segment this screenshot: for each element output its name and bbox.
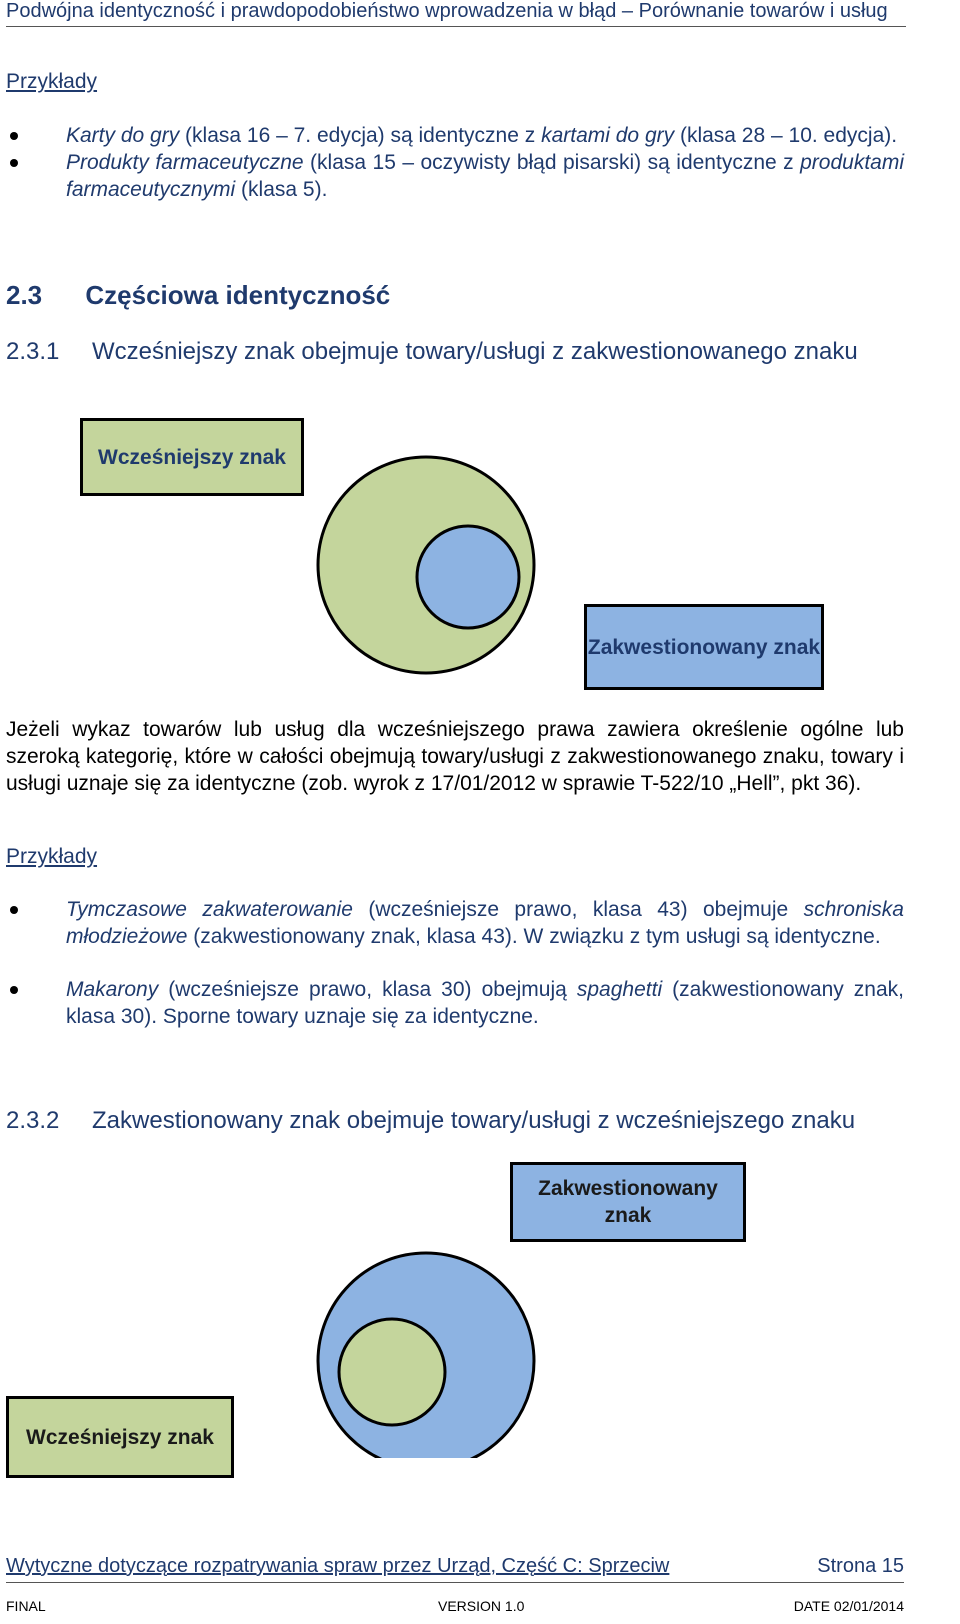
item-text: (klasa 5). [235, 178, 328, 201]
item-text: (klasa 15 – oczywisty błąd pisarski) są identyczne z [303, 151, 801, 174]
footer-version: VERSION 1.0 [438, 1598, 525, 1614]
item-text: (zakwestionowany znak, klasa 30). Sporne towary uznaje się za identyczne. [66, 978, 904, 1028]
section-heading [6, 280, 390, 311]
subsection-title: Zakwestionowany znak obejmuje towary/usługi z wcześniejszego znaku [92, 1107, 856, 1134]
footer-page-number: Strona 15 [817, 1555, 904, 1577]
footer-meta [6, 1598, 904, 1618]
body-paragraph: Jeżeli wykaz towarów lub usług dla wcześniejszego prawa zawiera określenie ogólne lub szeroką kategorię, które w całości obejmują towary/usługi z zakwestionowanego znaku, towary i usługi uznaje się za identyczne (zob. wyrok z 17/01/2012 w sprawie T-522/10 „Hell”, pkt 36). [6, 718, 904, 795]
section-title: Częściowa identyczność [85, 280, 391, 310]
examples-heading: Przykłady [6, 70, 98, 93]
examples-list [6, 122, 904, 203]
term-italic: Tymczasowe zakwaterowanie [66, 898, 353, 921]
item-text: (zakwestionowany znak, klasa 43). W związku z tym usługi są identyczne. [187, 925, 881, 948]
list-item [6, 976, 904, 1030]
term-italic: Produkty farmaceutyczne [66, 151, 304, 174]
term-italic: produktami farmaceutycznymi [66, 151, 905, 201]
term-italic: Karty do gry [66, 124, 180, 147]
item-text: (klasa 16 – 7. edycja) są identyczne z [179, 124, 542, 147]
item-text: (klasa 28 – 10. edycja). [674, 124, 898, 147]
list-item [6, 122, 904, 149]
bullet-icon [10, 906, 18, 914]
list-item [6, 149, 904, 203]
section-number: 2.3 [6, 280, 43, 310]
inner-circle [417, 526, 519, 628]
term-italic: kartami do gry [541, 124, 675, 147]
subsection-title: Wcześniejszy znak obejmuje towary/usługi z zakwestionowanego znaku [92, 338, 858, 365]
term-italic: schroniska młodzieżowe [66, 898, 904, 948]
footer-doc-title: Wytyczne dotyczące rozpatrywania spraw przez Urząd, Część C: Sprzeciw [6, 1555, 670, 1577]
running-header: Podwójna identyczność i prawdopodobieństwo wprowadzenia w błąd – Porównanie towarów i usług [6, 0, 906, 27]
examples-heading: Przykłady [6, 845, 98, 868]
bullet-icon [10, 159, 18, 167]
footer [6, 1555, 904, 1581]
inner-circle [339, 1319, 445, 1425]
item-text: (wcześniejsze prawo, klasa 43) obejmuje [352, 898, 804, 921]
contested-mark-box: Zakwestionowany znak [584, 604, 824, 690]
term-italic: Makarony [66, 978, 159, 1001]
contested-mark-box: Zakwestionowany znak [510, 1162, 746, 1242]
subsection-number: 2.3.2 [6, 1107, 60, 1134]
term-italic: spaghetti [576, 978, 663, 1001]
footer-status: FINAL [6, 1598, 46, 1614]
footer-date: DATE 02/01/2014 [793, 1598, 904, 1614]
earlier-mark-box: Wcześniejszy znak [6, 1396, 234, 1478]
subsection-number: 2.3.1 [6, 338, 60, 365]
examples-list [6, 896, 904, 1030]
earlier-mark-box: Wcześniejszy znak [80, 418, 304, 496]
diagram-earlier-contains-contested [0, 400, 960, 700]
bullet-icon [10, 986, 18, 994]
diagram-contested-contains-earlier [0, 1158, 960, 1458]
item-text: (wcześniejsze prawo, klasa 30) obejmują [158, 978, 577, 1001]
list-item [6, 896, 904, 950]
bullet-icon [10, 132, 18, 140]
footer-divider [6, 1582, 904, 1583]
subsection-heading [6, 337, 876, 367]
